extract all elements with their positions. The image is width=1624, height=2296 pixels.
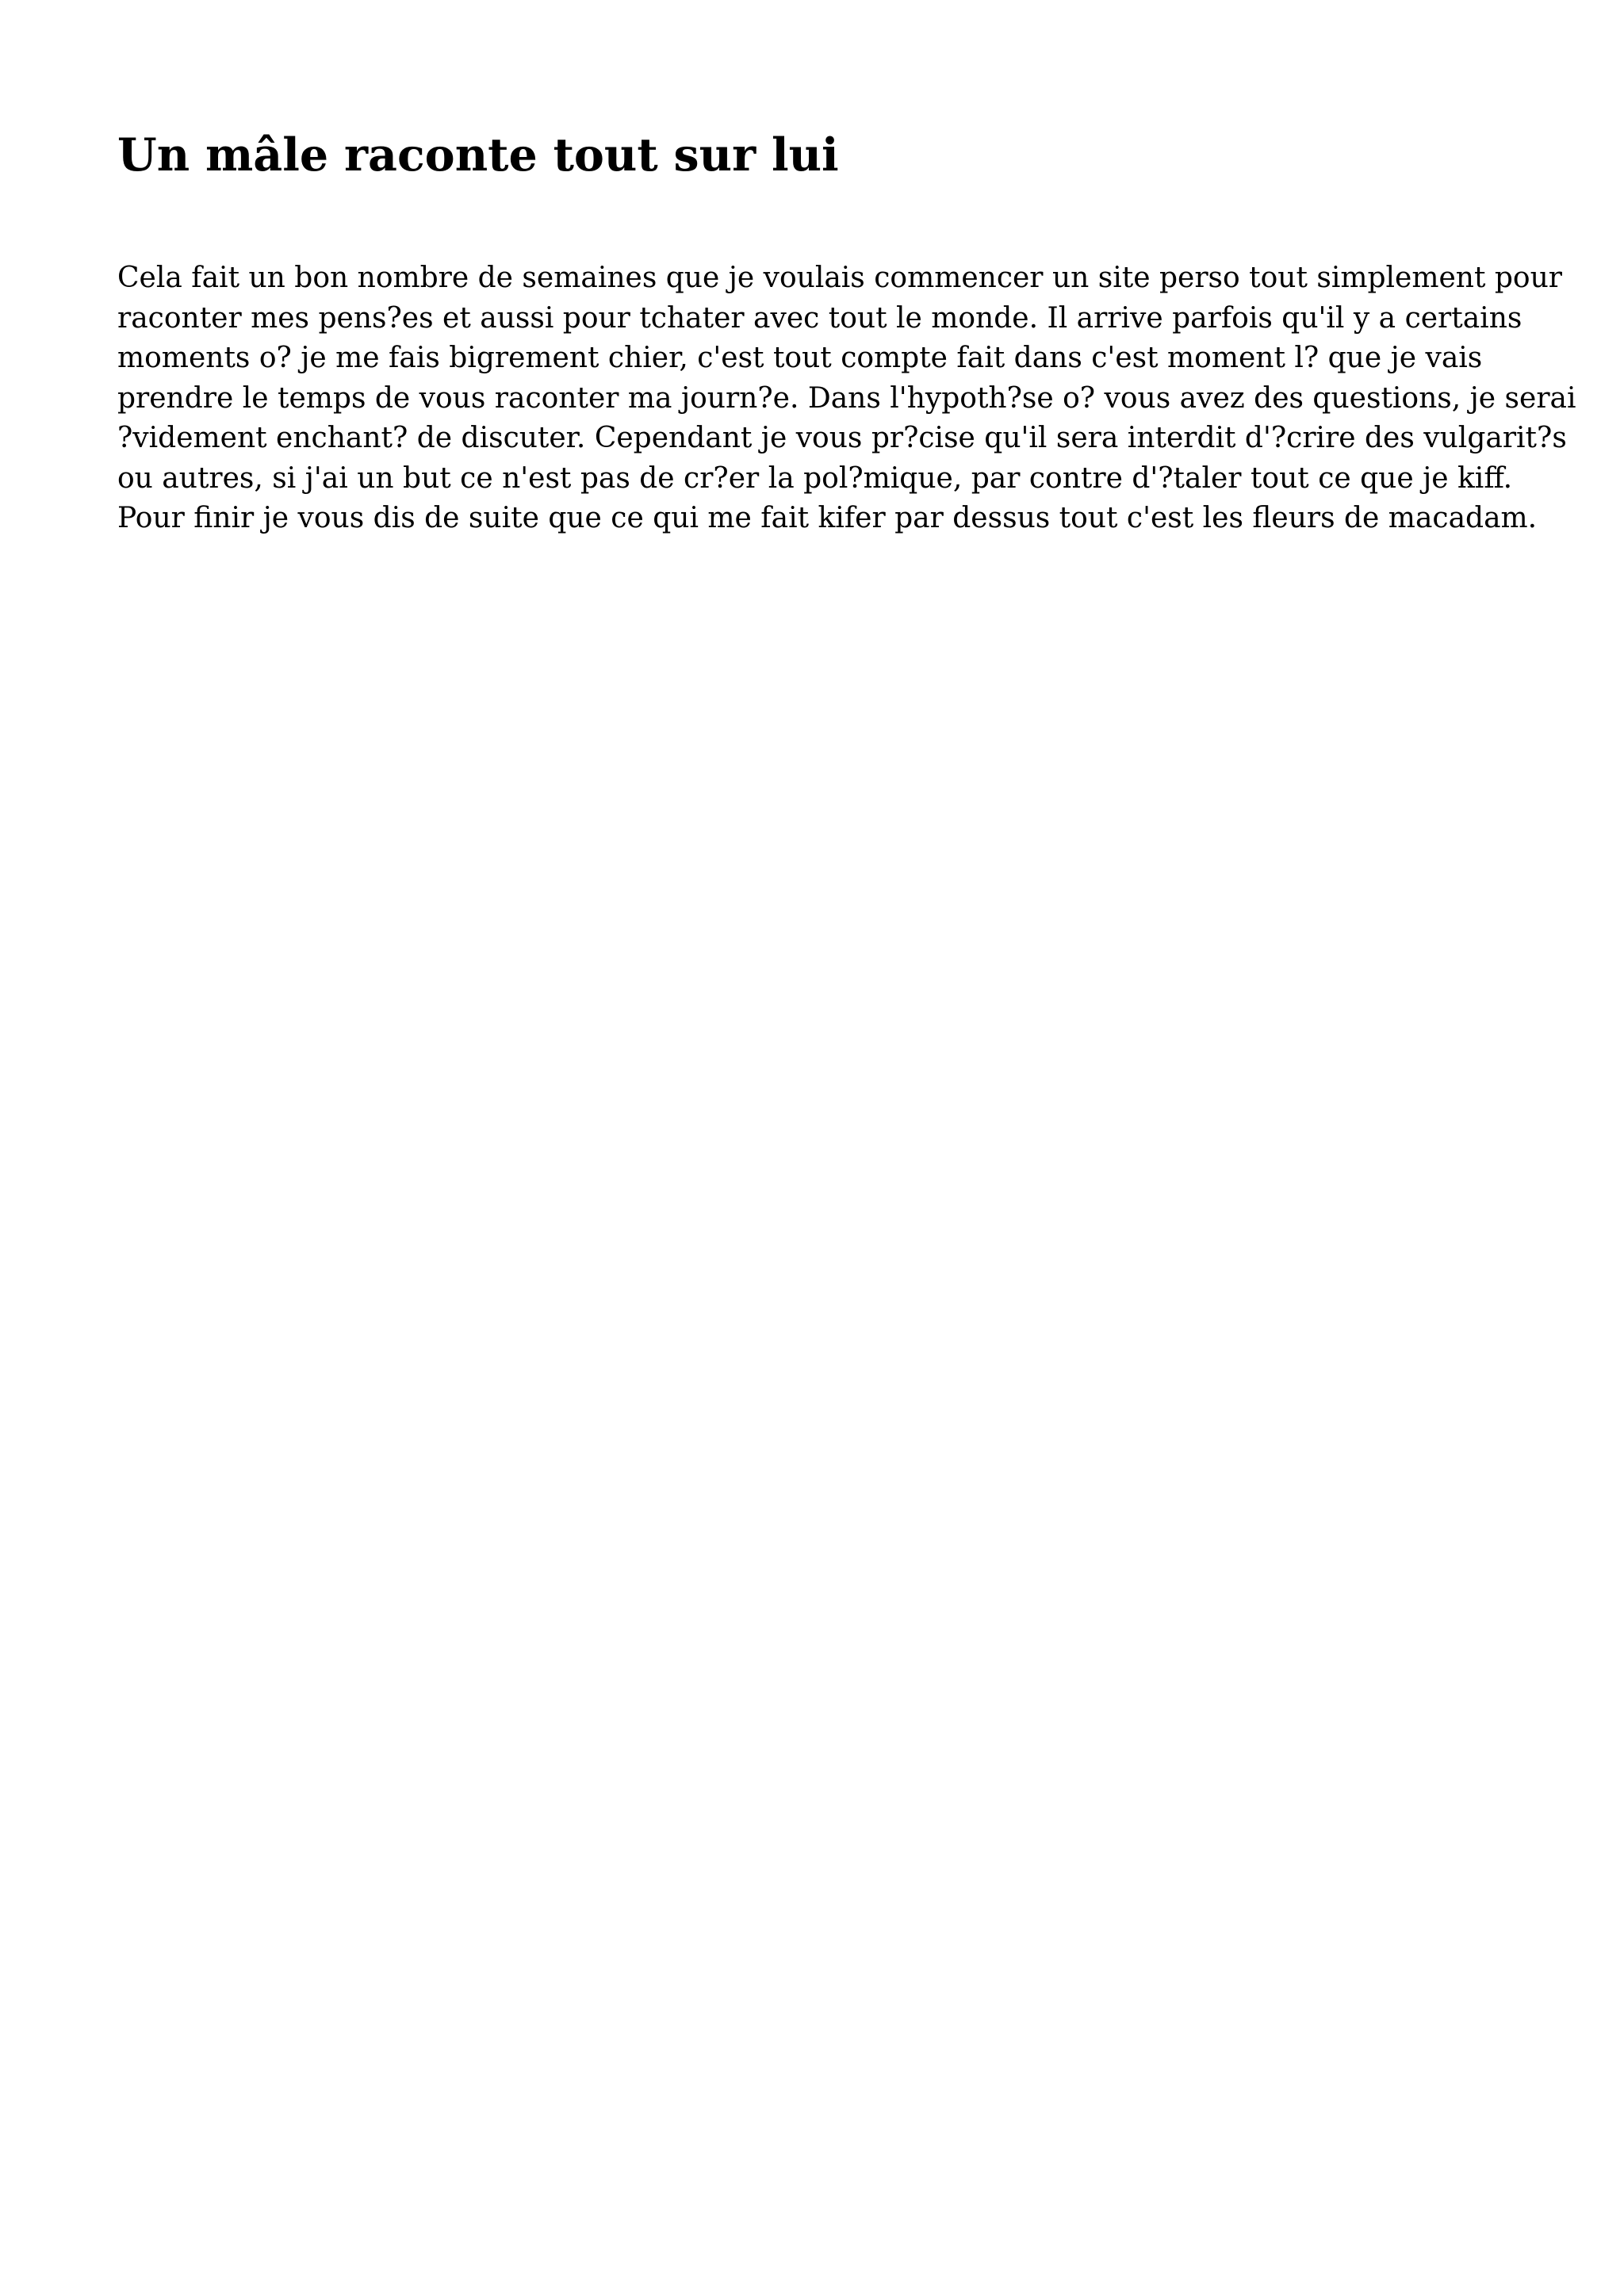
paragraph-line: ou autres, si j'ai un but ce n'est pas de cr?er la pol?mique, par contre d'?taler tout ce que je kiff. — [117, 461, 1513, 495]
paragraph-line: ?videment enchant? de discuter. Cependant je vous pr?cise qu'il sera interdit d'?crire des vulgarit?s — [117, 422, 1567, 454]
paragraph-line: Cela fait un bon nombre de semaines que je voulais commencer un site perso tout simplement pour — [117, 262, 1562, 294]
paragraph-line: prendre le temps de vous raconter ma journ?e. Dans l'hypoth?se o? vous avez des questions, je serai — [117, 381, 1576, 415]
body-paragraph — [117, 258, 1576, 539]
page-title: Un mâle raconte tout sur lui — [117, 128, 839, 182]
paragraph-line: Pour finir je vous dis de suite que ce qui me fait kifer par dessus tout c'est les fleurs de macadam. — [117, 502, 1538, 534]
paragraph-line: raconter mes pens?es et aussi pour tchater avec tout le monde. Il arrive parfois qu'il y a certains — [117, 301, 1522, 335]
paragraph-line: moments o? je me fais bigrement chier, c'est tout compte fait dans c'est moment l? que je vais — [117, 342, 1483, 374]
